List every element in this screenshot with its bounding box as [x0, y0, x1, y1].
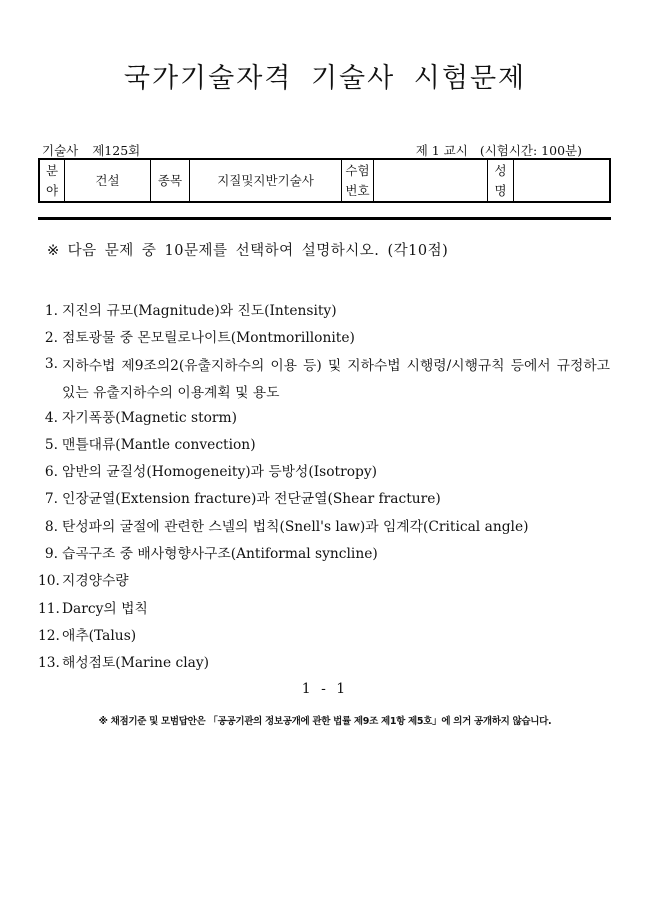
disclosure-notice: ※ 채점기준 및 모범답안은 「공공기관의 정보공개에 관한 법률 제9조 제1항 제5호」에 의거 공개하지 않습니다.: [98, 716, 552, 727]
question-text: 탄성파의 굴절에 관련한 스넬의 법칙(Snell's law)과 임계각(Critical angle): [62, 518, 529, 535]
question-item: [38, 598, 610, 625]
question-number: 2.: [44, 330, 58, 347]
question-number: 1.: [44, 303, 58, 319]
question-text: Darcy의 법칙: [62, 600, 148, 617]
question-number: 13.: [38, 655, 60, 672]
question-number: 10.: [38, 573, 60, 590]
page-title: 국가기술자격 기술사 시험문제: [123, 63, 527, 94]
question-number: 8.: [44, 518, 58, 535]
question-item: [38, 434, 610, 461]
question-list: [38, 300, 610, 680]
exam-number-field[interactable]: [374, 159, 488, 202]
question-number: 6.: [44, 464, 58, 481]
exam-meta-row: [38, 141, 610, 159]
exam-session: 제125회: [92, 143, 141, 158]
name-label-cell: [488, 159, 514, 202]
question-number: 9.: [44, 546, 58, 563]
question-text: 지경양수량: [62, 573, 129, 590]
exam-info-table: [38, 158, 611, 203]
name-field[interactable]: [514, 159, 611, 202]
question-item: [38, 652, 610, 679]
question-item: [38, 327, 610, 354]
question-item: [38, 625, 610, 652]
field-label-cell: [39, 159, 65, 202]
exam-category-session: [42, 141, 140, 159]
question-item: [38, 543, 610, 570]
field-label-top: 분: [45, 162, 59, 178]
question-number: 11.: [38, 600, 60, 617]
exam-category: 기술사: [42, 143, 79, 158]
question-number: 5.: [44, 436, 58, 453]
question-number: 3.: [44, 355, 58, 372]
exam-duration: (시험시간: 100분): [479, 143, 582, 158]
question-text: 지진의 규모(Magnitude)와 진도(Intensity): [62, 303, 337, 319]
question-text: 애추(Talus): [62, 627, 137, 644]
exam-number-label-bottom: 번호: [345, 182, 370, 198]
question-text: 지하수법 제9조의2(유출지하수의 이용 등) 및 지하수법 시행령/시행규칙 등에서 규정하고 있는 유출지하수의 이용계획 및 용도: [62, 357, 610, 401]
question-number: 4.: [44, 409, 58, 426]
instruction: [47, 239, 448, 260]
question-item: [38, 570, 610, 597]
question-item: [38, 353, 610, 407]
question-text: 해성점토(Marine clay): [62, 655, 210, 672]
type-label: 종목: [151, 159, 190, 202]
question-item: [38, 516, 610, 543]
field-label-bottom: 야: [45, 182, 59, 198]
exam-number-label-top: 수험: [345, 162, 370, 178]
question-number: 7.: [44, 491, 58, 508]
question-item: [38, 461, 610, 488]
question-text: 인장균열(Extension fracture)과 전단균열(Shear fracture): [62, 491, 441, 508]
exam-period: 제 1 교시: [415, 143, 468, 158]
question-text: 자기폭풍(Magnetic storm): [62, 409, 237, 426]
name-label-bottom: 명: [494, 182, 507, 198]
exam-period-duration: [416, 141, 582, 159]
question-item: [38, 488, 610, 515]
question-text: 습곡구조 중 배사형향사구조(Antiformal syncline): [62, 546, 378, 563]
type-value: 지질및지반기술사: [190, 159, 342, 202]
reference-mark-icon: ※: [47, 243, 60, 259]
exam-number-label-cell: [342, 159, 374, 202]
question-item: [38, 407, 610, 434]
question-text: 암반의 균질성(Homogeneity)과 등방성(Isotropy): [62, 464, 378, 481]
name-label-top: 성: [494, 162, 507, 178]
instruction-text: 다음 문제 중 10문제를 선택하여 설명하시오. (각10점): [67, 243, 449, 259]
page-number: 1 - 1: [301, 681, 349, 697]
header-divider: [38, 217, 611, 220]
question-text: 맨틀대류(Mantle convection): [62, 436, 256, 453]
question-text: 점토광물 중 몬모릴로나이트(Montmorillonite): [62, 330, 355, 347]
question-number: 12.: [38, 627, 60, 644]
field-value: 건설: [65, 159, 151, 202]
question-item: [38, 300, 610, 327]
